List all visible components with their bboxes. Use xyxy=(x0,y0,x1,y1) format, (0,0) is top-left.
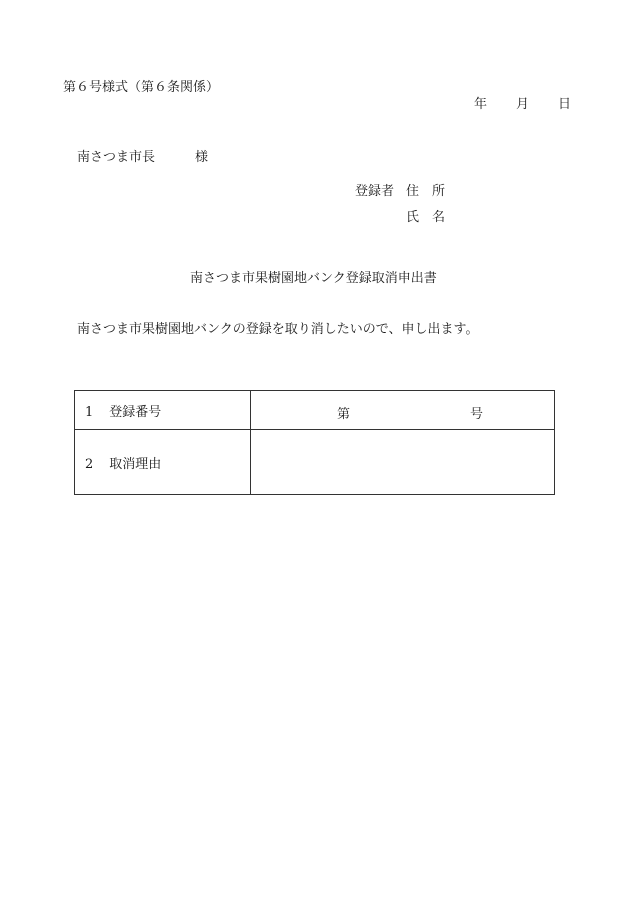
address-label-2: 所 xyxy=(432,184,446,199)
row-number: 2 xyxy=(85,456,94,472)
form-number: 第６号様式（第６条関係） xyxy=(63,80,220,95)
row-label: 登録番号 xyxy=(109,404,162,420)
number-suffix: 号 xyxy=(470,407,484,422)
cancel-reason-field[interactable] xyxy=(251,430,555,495)
date-month-label: 月 xyxy=(516,97,530,112)
date-day-label: 日 xyxy=(558,97,572,112)
name-label-2: 名 xyxy=(432,210,446,225)
date-year-label: 年 xyxy=(474,97,488,112)
table-row xyxy=(75,430,555,495)
registration-number-field[interactable] xyxy=(251,391,555,430)
registrant-address-line xyxy=(355,185,445,198)
row-number: 1 xyxy=(85,404,94,420)
cancel-reason-label-cell xyxy=(75,430,251,495)
row-label: 取消理由 xyxy=(109,456,162,472)
body-text: 南さつま市果樹園地バンクの登録を取り消したいので、申し出ます。 xyxy=(77,322,479,337)
date-line xyxy=(474,98,571,111)
document-title: 南さつま市果樹園地バンク登録取消申出書 xyxy=(190,271,437,286)
addressee xyxy=(77,151,208,164)
number-prefix: 第 xyxy=(337,407,351,422)
registration-number-label-cell xyxy=(75,391,251,430)
registrant-label: 登録者 xyxy=(355,184,395,199)
address-label-1: 住 xyxy=(406,184,420,199)
name-label-1: 氏 xyxy=(406,210,420,225)
table-row xyxy=(75,391,555,430)
addressee-name: 南さつま市長 xyxy=(77,150,156,165)
application-table xyxy=(74,390,555,495)
registrant-name-line xyxy=(406,211,445,224)
addressee-honorific: 様 xyxy=(195,150,209,165)
